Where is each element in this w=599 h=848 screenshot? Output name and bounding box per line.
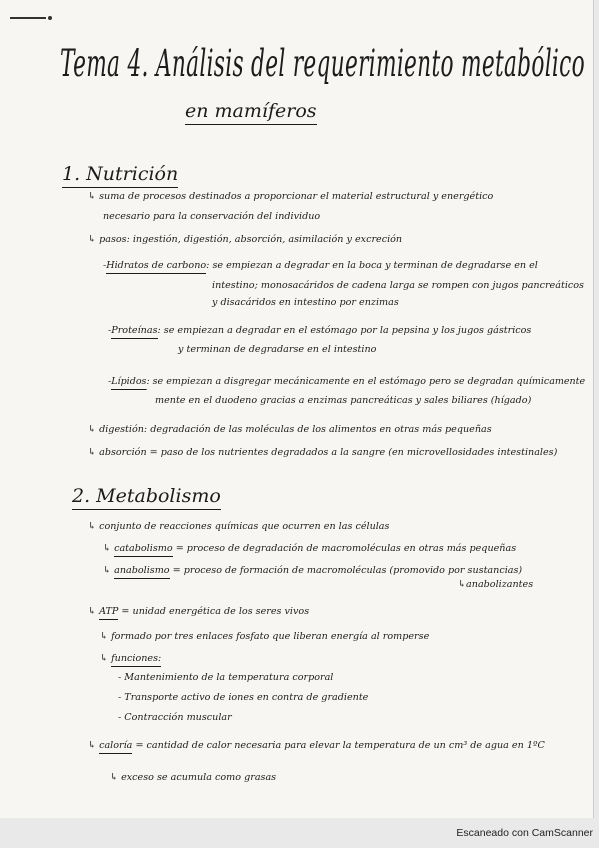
lipidos-label: Lípidos — [111, 376, 146, 390]
note-line: mente en el duodeno gracias a enzimas pancreáticas y sales biliares (hígado) — [155, 395, 532, 406]
atp-label: ATP — [99, 606, 118, 620]
note-line: -Hidratos de carbono: se empiezan a degradar en la boca y terminan de degradarse en el — [103, 261, 538, 271]
note-line: ↳ conjunto de reacciones químicas que ocurren en las células — [88, 521, 390, 532]
catabolismo-label: catabolismo — [114, 543, 173, 557]
note-line: y terminan de degradarse en el intestino — [178, 344, 377, 355]
section-heading-metabolismo: 2. Metabolismo — [72, 485, 221, 510]
note-line: -Proteínas: se empiezan a degradar en el estómago por la pepsina y los jugos gástricos — [108, 326, 531, 336]
note-line: ↳anabolizantes — [458, 579, 534, 590]
pen-mark — [10, 17, 46, 19]
proteinas-label: Proteínas — [111, 325, 157, 339]
note-line: ↳ digestión: degradación de las moléculas de los alimentos en otras más pequeñas — [88, 424, 492, 435]
note-line: necesario para la conservación del individuo — [103, 211, 321, 222]
note-line: ↳ pasos: ingestión, digestión, absorción, asimilación y excreción — [88, 234, 403, 245]
scanner-watermark: Escaneado con CamScanner — [456, 827, 593, 839]
page-subtitle: en mamíferos — [185, 100, 317, 125]
note-line: ↳ suma de procesos destinados a proporcionar el material estructural y energético — [88, 191, 494, 202]
section-heading-nutricion: 1. Nutrición — [62, 163, 178, 188]
pen-dot — [48, 16, 52, 20]
caloria-label: caloría — [99, 740, 132, 754]
note-line: ↳ formado por tres enlaces fosfato que liberan energía al romperse — [100, 631, 430, 642]
funciones-label: funciones: — [111, 653, 161, 667]
note-line: ↳ anabolismo = proceso de formación de macromoléculas (promovido por sustancias) — [103, 566, 522, 576]
note-line: intestino; monosacáridos de cadena larga se rompen con jugos pancreáticos — [212, 280, 584, 291]
note-line: -Lípidos: se empiezan a disgregar mecánicamente en el estómago pero se degradan químicamente — [108, 377, 585, 387]
note-line: - Mantenimiento de la temperatura corporal — [118, 672, 334, 683]
note-line: ↳ ATP = unidad energética de los seres vivos — [88, 607, 309, 617]
note-line: ↳ funciones: — [100, 654, 161, 664]
note-line: ↳ caloría = cantidad de calor necesaria para elevar la temperatura de un cm³ de agua en 1ºC — [88, 741, 545, 751]
note-line: y disacáridos en intestino por enzimas — [212, 297, 399, 308]
note-line: ↳ exceso se acumula como grasas — [110, 772, 277, 783]
note-line: - Transporte activo de iones en contra de gradiente — [118, 692, 369, 703]
note-line: - Contracción muscular — [118, 712, 232, 723]
note-line: ↳ absorción = paso de los nutrientes degradados a la sangre (en microvellosidades intestinales) — [88, 447, 558, 458]
anabolismo-label: anabolismo — [114, 565, 169, 579]
page-title: Tema 4. Análisis del requerimiento metabólico — [60, 42, 585, 85]
hidratos-label: Hidratos de carbono — [106, 260, 206, 274]
note-line: ↳ catabolismo = proceso de degradación de macromoléculas en otras más pequeñas — [103, 544, 516, 554]
